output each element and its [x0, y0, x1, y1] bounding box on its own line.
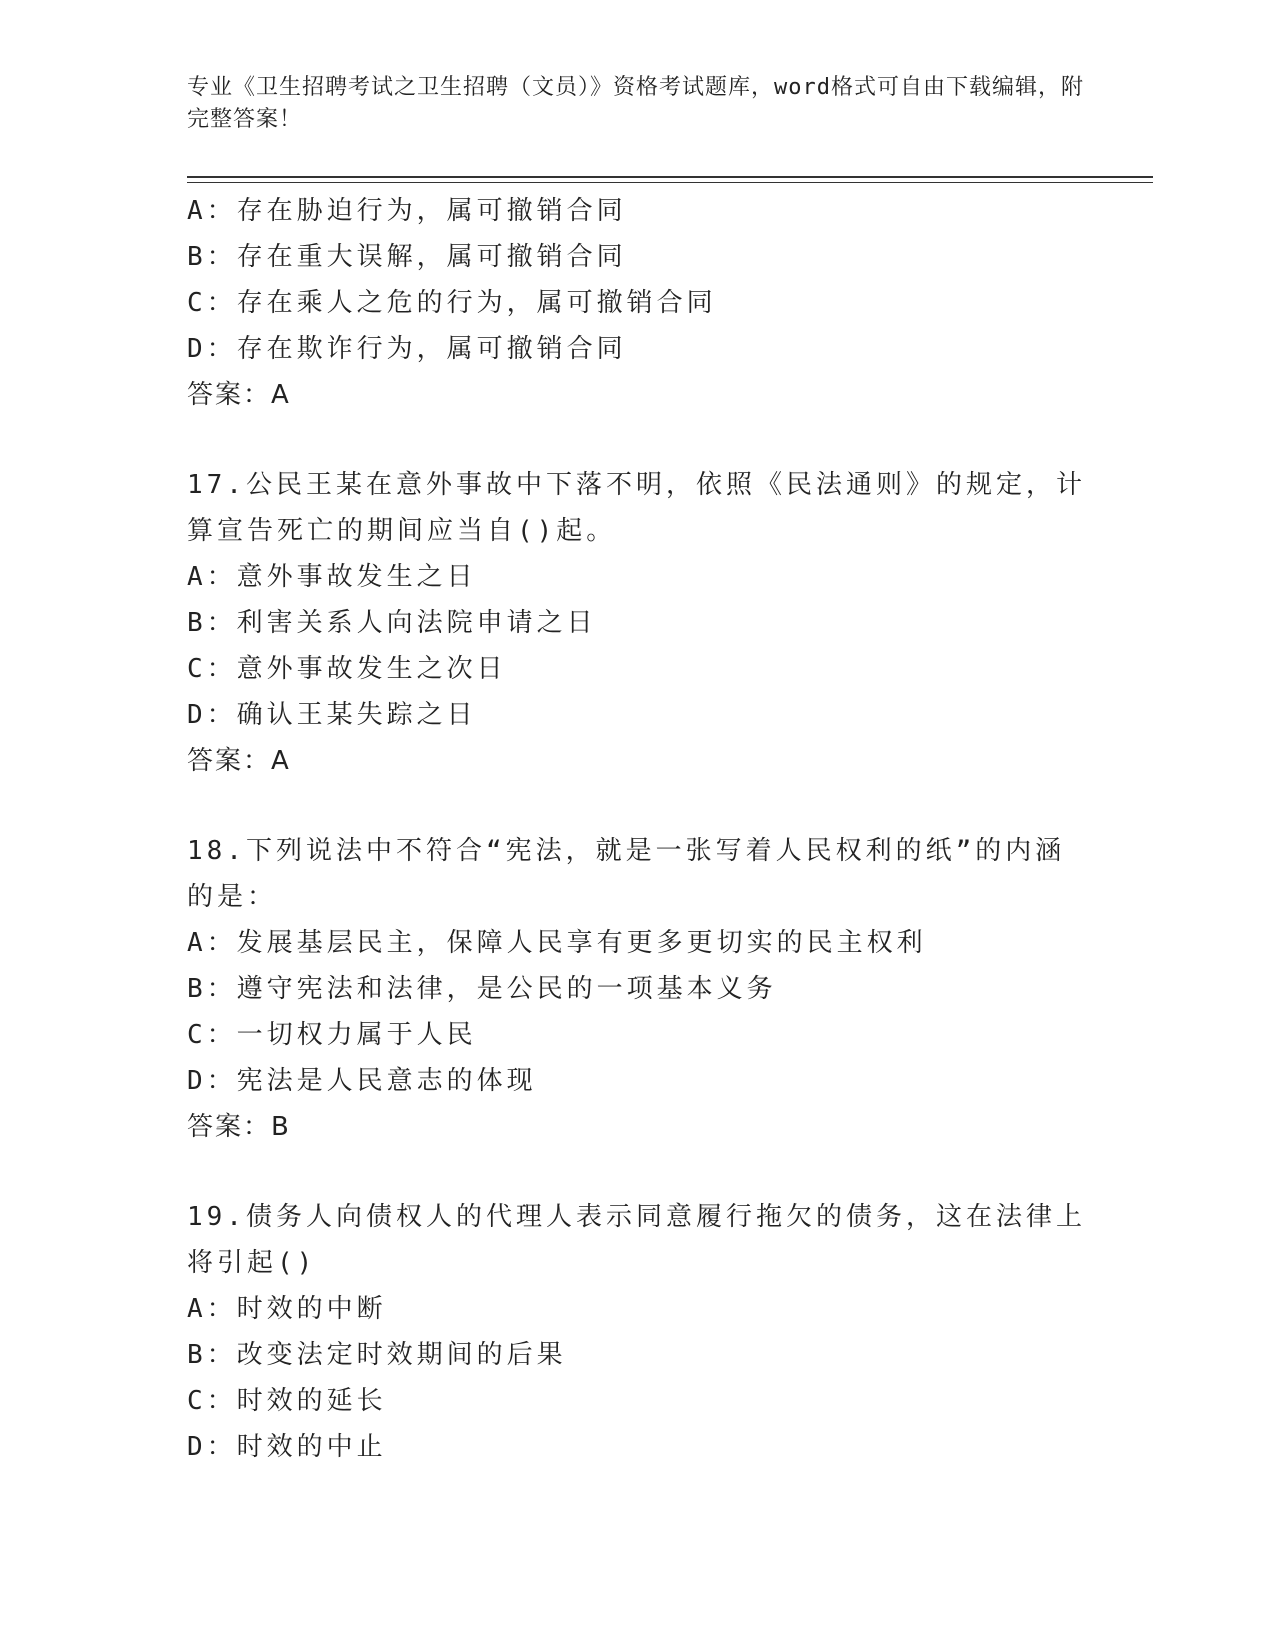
option-a: A：存在胁迫行为，属可撤销合同	[187, 196, 627, 226]
option-c: C：存在乘人之危的行为，属可撤销合同	[187, 288, 717, 318]
question-16-continuation	[187, 188, 1087, 418]
header-rule-thick	[187, 176, 1153, 178]
option-d: D：时效的中止	[187, 1432, 387, 1462]
option-b: B：改变法定时效期间的后果	[187, 1340, 567, 1370]
question-text: 19.债务人向债权人的代理人表示同意履行拖欠的债务，这在法律上将引起()	[187, 1202, 1086, 1278]
option-a: A：意外事故发生之日	[187, 562, 477, 592]
option-c: C：意外事故发生之次日	[187, 654, 507, 684]
option-d: D：确认王某失踪之日	[187, 700, 477, 730]
answer-line: 答案：A	[187, 380, 291, 410]
option-b: B：利害关系人向法院申请之日	[187, 608, 597, 638]
answer-line: 答案：B	[187, 1112, 291, 1142]
answer-line: 答案：A	[187, 746, 291, 776]
question-text: 17.公民王某在意外事故中下落不明，依照《民法通则》的规定，计算宣告死亡的期间应当自()起。	[187, 470, 1086, 546]
spacer	[187, 418, 1087, 462]
option-c: C：一切权力属于人民	[187, 1020, 477, 1050]
option-b: B：遵守宪法和法律，是公民的一项基本义务	[187, 974, 777, 1004]
spacer	[187, 784, 1087, 828]
option-d: D：宪法是人民意志的体现	[187, 1066, 537, 1096]
header-text: 专业《卫生招聘考试之卫生招聘（文员）》资格考试题库，word格式可自由下载编辑，附完整答案！	[187, 75, 1084, 132]
question-list	[187, 188, 1087, 1470]
question-19	[187, 1194, 1087, 1470]
header-rule-thin	[187, 182, 1153, 183]
question-text: 18.下列说法中不符合“宪法，就是一张写着人民权利的纸”的内涵的是：	[187, 836, 1066, 912]
question-17	[187, 462, 1087, 784]
option-c: C：时效的延长	[187, 1386, 387, 1416]
option-d: D：存在欺诈行为，属可撤销合同	[187, 334, 627, 364]
question-18	[187, 828, 1087, 1150]
option-b: B：存在重大误解，属可撤销合同	[187, 242, 627, 272]
option-a: A：发展基层民主，保障人民享有更多更切实的民主权利	[187, 928, 927, 958]
spacer	[187, 1150, 1087, 1194]
option-a: A：时效的中断	[187, 1294, 387, 1324]
page-header	[187, 72, 1087, 136]
